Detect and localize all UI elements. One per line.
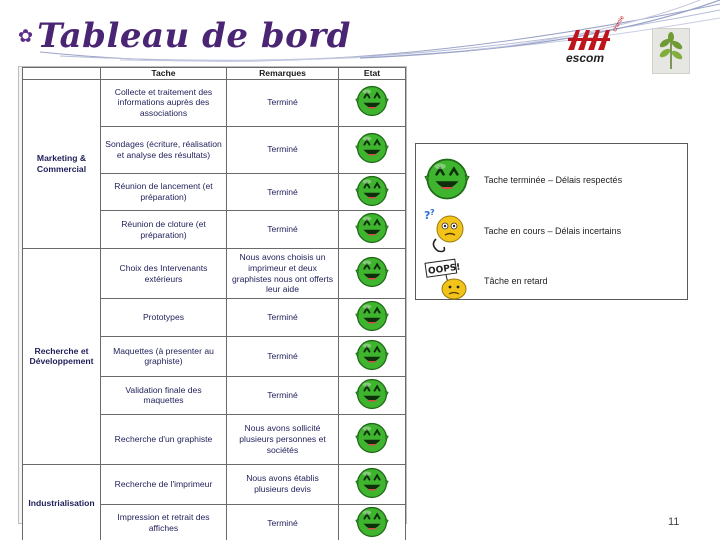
category-cell: Recherche et Développement [23,249,101,464]
title-area [18,14,351,58]
green-smiley-icon [339,131,405,168]
header-state: Etat [339,68,406,80]
category-cell: Industrialisation [23,464,101,540]
escom-logo [560,14,632,68]
header-task: Tache [101,68,227,80]
remark-cell: Terminé [227,126,339,173]
legend-item-done [416,156,689,196]
table-row [23,249,406,299]
task-cell: Sondages (écriture, réalisation et analyse des résultats) [101,126,227,173]
green-smiley-icon [339,421,405,458]
green-smiley-icon [339,377,405,414]
remark-cell: Terminé [227,173,339,211]
page-number: 11 [668,516,680,528]
remark-cell: Nous avons établis plusieurs devis [227,464,339,504]
green-smiley-icon [339,505,405,540]
worried-smiley-icon [424,207,472,255]
leaf-icon [653,29,689,73]
oops-smiley-icon [424,257,472,305]
svg-text:OOPS!: OOPS! [427,262,462,277]
state-cell [339,336,406,376]
task-cell: Collecte et traitement des informations auprès des associations [101,79,227,126]
task-cell: Choix des Intervenants extérieurs [101,249,227,299]
remark-cell: Terminé [227,504,339,540]
green-smiley-icon [339,299,405,336]
remark-cell: Nous avons sollicité plusieurs personnes et sociétés [227,414,339,464]
green-smiley-icon [339,174,405,211]
green-smiley-icon [424,156,472,204]
task-cell: Prototypes [101,299,227,337]
task-cell: Impression et retrait des affiches [101,504,227,540]
remark-cell: Terminé [227,79,339,126]
table-header-row [23,68,406,80]
escom-tagline: chimie [612,14,626,33]
task-cell: Réunion de cloture (et préparation) [101,211,227,249]
state-cell [339,504,406,540]
svg-text:?: ? [424,209,431,222]
legend-item-late [416,257,689,297]
state-cell [339,249,406,299]
legend-label: Tache en cours – Délais incertains [484,226,622,236]
remark-cell: Terminé [227,211,339,249]
task-cell: Recherche d'un graphiste [101,414,227,464]
state-cell [339,376,406,414]
legend-box [415,143,688,300]
state-cell [339,464,406,504]
header-remarks: Remarques [227,68,339,80]
svg-text:?: ? [430,208,435,217]
remark-cell: Terminé [227,299,339,337]
task-cell: Validation finale des maquettes [101,376,227,414]
state-cell [339,173,406,211]
task-cell: Maquettes (à presenter au graphiste) [101,336,227,376]
green-smiley-icon [339,84,405,121]
green-smiley-icon [339,211,405,248]
remark-cell: Terminé [227,376,339,414]
table-row [23,79,406,126]
escom-mark-icon [566,26,614,52]
legend-label: Tâche en retard [484,276,548,286]
slide-title: Tableau de bord [37,16,351,56]
remark-cell: Terminé [227,336,339,376]
state-cell [339,299,406,337]
state-cell [339,211,406,249]
state-cell [339,126,406,173]
table-row [23,464,406,504]
legend-label: Tache terminée – Délais respectés [484,175,623,185]
green-smiley-icon [339,466,405,503]
remark-cell: Nous avons choisis un imprimeur et deux graphistes nous ont offerts leur aide [227,249,339,299]
task-cell: Recherche de l'imprimeur [101,464,227,504]
green-smiley-icon [339,255,405,292]
bullet-icon: ✿ [18,25,34,47]
state-cell [339,414,406,464]
dashboard-table [22,67,406,540]
task-cell: Réunion de lancement (et préparation) [101,173,227,211]
leaf-logo [652,28,690,74]
state-cell [339,79,406,126]
header-category [23,68,101,80]
legend-item-in-progress [416,207,689,247]
category-cell: Marketing & Commercial [23,79,101,248]
escom-name: escom [566,51,605,65]
green-smiley-icon [339,338,405,375]
